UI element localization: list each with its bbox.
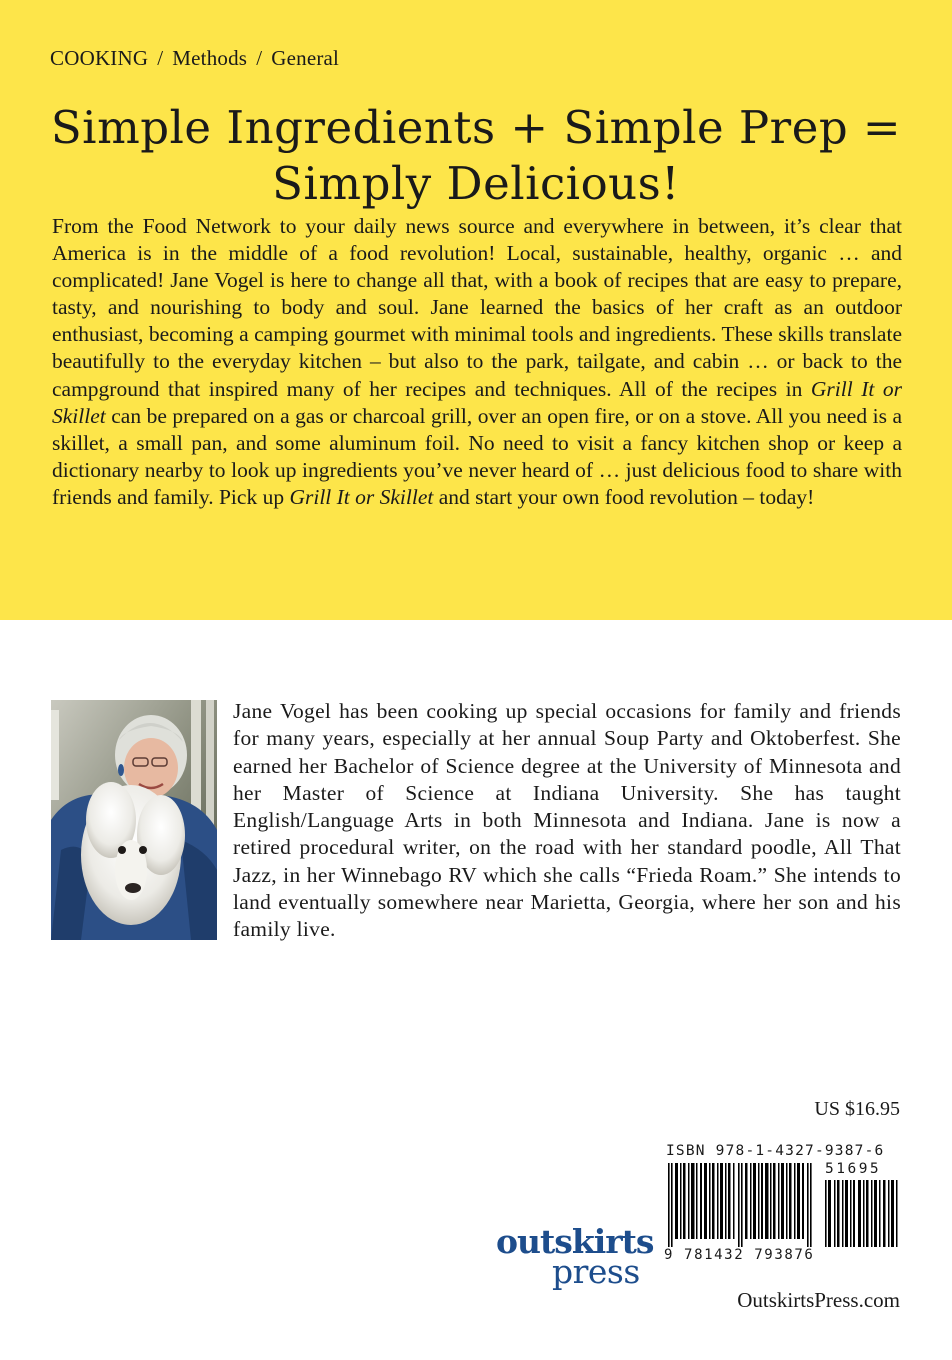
barcode-addon-digits: 51695: [825, 1161, 882, 1177]
logo-word-press: press: [552, 1252, 640, 1291]
book-title-mention: Grill It or Skillet: [289, 484, 434, 509]
book-title-mention: Grill It or Skillet: [52, 376, 902, 428]
publisher-website: OutskirtsPress.com: [737, 1288, 900, 1312]
price: US $16.95: [814, 1098, 900, 1120]
category-part-3: General: [271, 46, 340, 70]
category-separator: /: [157, 46, 164, 70]
category-part-2: Methods: [172, 46, 248, 70]
headline-line-2: Simply Delicious!: [272, 157, 680, 210]
ean-barcode-bars: [668, 1163, 818, 1247]
headline-line-1: Simple Ingredients + Simple Prep =: [50, 101, 902, 154]
author-photo: [51, 700, 217, 940]
category-part-1: COOKING: [50, 46, 149, 70]
publisher-logo: [496, 1222, 654, 1298]
isbn-barcode: [660, 1143, 900, 1273]
isbn-label: ISBN 978-1-4327-9387-6: [666, 1143, 885, 1159]
blurb-text-c: and start your own food revolution – today!: [433, 484, 815, 509]
category-breadcrumb: [50, 46, 339, 71]
author-with-poodle-image: [51, 700, 217, 940]
addon-barcode-bars: [825, 1180, 899, 1247]
headline: [40, 100, 912, 212]
yellow-blurb-panel: [0, 0, 952, 620]
category-separator: /: [256, 46, 263, 70]
author-bio: Jane Vogel has been cooking up special occasions for family and friends for many years, especially at her annual Soup Party and Oktoberfest. She earned her Bachelor of Science degree at the University of Minnesota and her Master of Science at Indiana University. She has taught English/Language Arts in both Minnesota and Indiana. Jane is now a retired procedural writer, on the road with her standard poodle, All That Jazz, in her Winnebago RV which she calls “Frieda Roam.” She intends to land eventually somewhere near Marietta, Georgia, where her son and his family live.: [233, 699, 901, 942]
ean-digits: 9 781432 793876: [664, 1247, 815, 1263]
book-blurb: [52, 213, 902, 511]
logo-word-outskirts: outskirts: [496, 1222, 654, 1261]
blurb-text-a: From the Food Network to your daily news source and everywhere in between, it’s clear that America is in the middle of a food revolution! Local, sustainable, healthy, organic … and complicated! Jane Vogel is here to change all that, with a book of recipes that are easy to prepare, tasty, and nourishing to body and soul. Jane learned the basics of her craft as an outdoor enthusiast, becoming a camping gourmet with minimal tools and ingredients. These skills translate beautifully to the everyday kitchen – but also to the park, tailgate, and cabin … or back to the campground that inspired many of her recipes and techniques. All of the recipes in: [52, 214, 902, 401]
blurb-text-b: can be prepared on a gas or charcoal grill, over an open fire, or on a stove. All you need is a skillet, a small pan, and some aluminum foil. No need to visit a fancy kitchen shop or keep a dictionary nearby to look up ingredients you’ve never heard of … just delicious food to share with friends and family. Pick up: [52, 403, 902, 509]
